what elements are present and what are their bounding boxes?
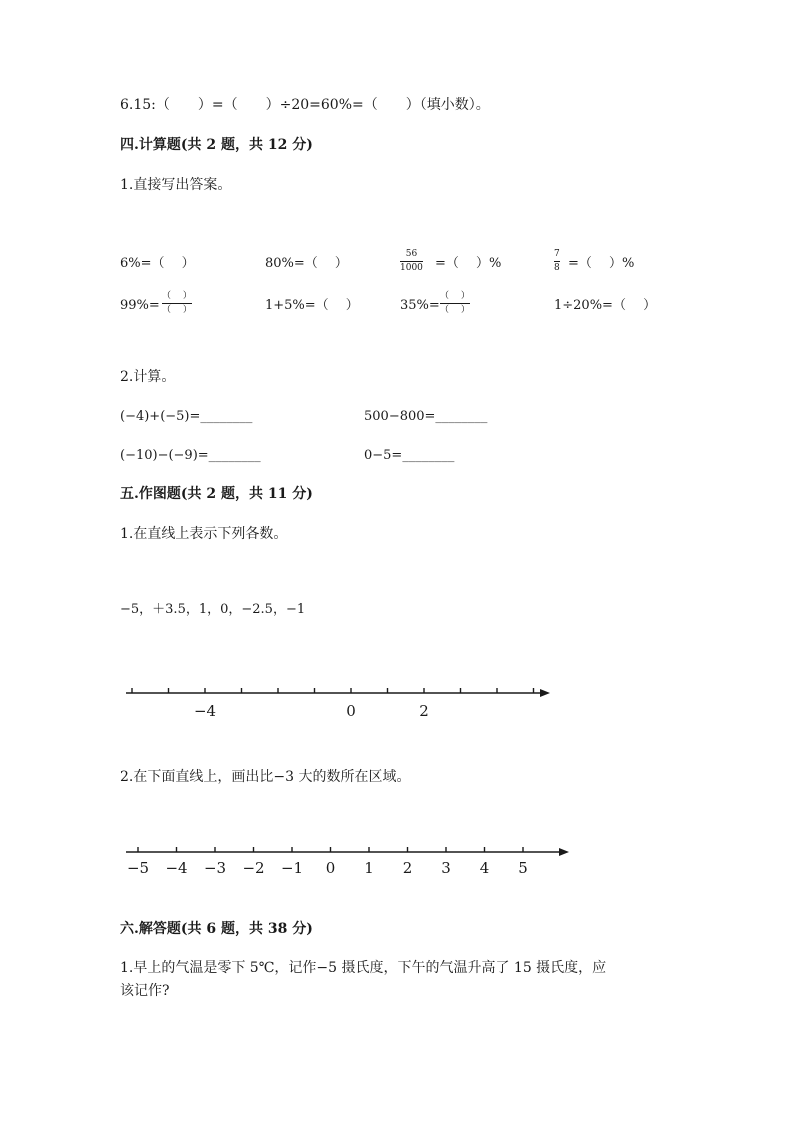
- answer-item-r2-4: 1÷20%=（ ）: [554, 298, 657, 313]
- fraction-numerator: 7: [554, 250, 560, 262]
- tick-label: −2: [242, 859, 265, 877]
- section-4-heading: 四.计算题(共 2 题，共 12 分): [120, 137, 313, 153]
- fraction-numerator: 56: [400, 250, 423, 262]
- fraction-denominator: （ ）: [440, 305, 470, 315]
- calc-item-4: 0−5=________: [364, 448, 455, 463]
- question-6-text: 6.15:（ ）=（ ）÷20=60%=（ ）（填小数）。: [120, 97, 490, 113]
- section-4-question-2-title: 2.计算。: [120, 369, 176, 385]
- tick-label: 1: [364, 859, 374, 877]
- section-5-question-1-title: 1.在直线上表示下列各数。: [120, 526, 288, 542]
- fraction-denominator: （ ）: [162, 305, 192, 315]
- fraction-7-over-8: [554, 250, 560, 273]
- tick-label: −4: [165, 859, 188, 877]
- tick-label: −1: [280, 859, 304, 877]
- tick-label: 5: [518, 859, 528, 877]
- fraction-numerator: （ ）: [162, 292, 192, 304]
- section-5-heading: 五.作图题(共 2 题，共 11 分): [120, 486, 313, 502]
- number-line-2: [0, 830, 794, 890]
- tick-label: 2: [402, 859, 413, 877]
- answer-item-r1-3: =（ ）%: [435, 256, 502, 271]
- answer-item-r2-2: 1+5%=（ ）: [265, 298, 359, 313]
- tick-label: 4: [479, 859, 490, 877]
- axis-arrow: [540, 689, 550, 697]
- section-6-heading: 六.解答题(共 6 题，共 38 分): [120, 921, 313, 937]
- fraction-denominator: 1000: [400, 263, 423, 273]
- section-6-question-1-line-1: 1.早上的气温是零下 5℃，记作−5 摄氏度，下午的气温升高了 15 摄氏度，应: [120, 960, 607, 976]
- fraction-blank-1: [162, 292, 192, 315]
- answer-item-r1-2: 80%=（ ）: [265, 256, 348, 271]
- number-line-1: [0, 670, 794, 730]
- axis-arrow: [559, 848, 569, 856]
- tick-label: 2: [419, 702, 429, 720]
- fraction-blank-2: [440, 292, 470, 315]
- section-6-question-1-line-2: 该记作?: [120, 983, 170, 999]
- section-4-question-1-title: 1.直接写出答案。: [120, 177, 232, 193]
- tick-label: −3: [203, 859, 227, 877]
- section-5-question-2-title: 2.在下面直线上，画出比−3 大的数所在区域。: [120, 769, 411, 785]
- fraction-56-over-1000: [400, 250, 423, 273]
- tick-label: −5: [126, 859, 150, 877]
- calc-item-2: 500−800=________: [364, 409, 488, 424]
- calc-item-1: (−4)+(−5)=________: [120, 409, 253, 424]
- tick-label: 0: [325, 859, 336, 877]
- answer-item-r2-3: 35%=: [400, 298, 440, 313]
- fraction-numerator: （ ）: [440, 292, 470, 304]
- answer-item-r1-1: 6%=（ ）: [120, 256, 195, 271]
- calc-item-3: (−10)−(−9)=________: [120, 448, 261, 463]
- answer-item-r2-1: 99%=: [120, 298, 160, 313]
- answer-item-r1-4: =（ ）%: [568, 256, 635, 271]
- tick-label: 3: [441, 859, 451, 877]
- tick-label: −4: [193, 702, 217, 720]
- numbers-to-plot: −5，＋3.5，1，0，−2.5，−1: [120, 602, 306, 617]
- fraction-denominator: 8: [554, 263, 560, 273]
- tick-label: 0: [346, 702, 356, 720]
